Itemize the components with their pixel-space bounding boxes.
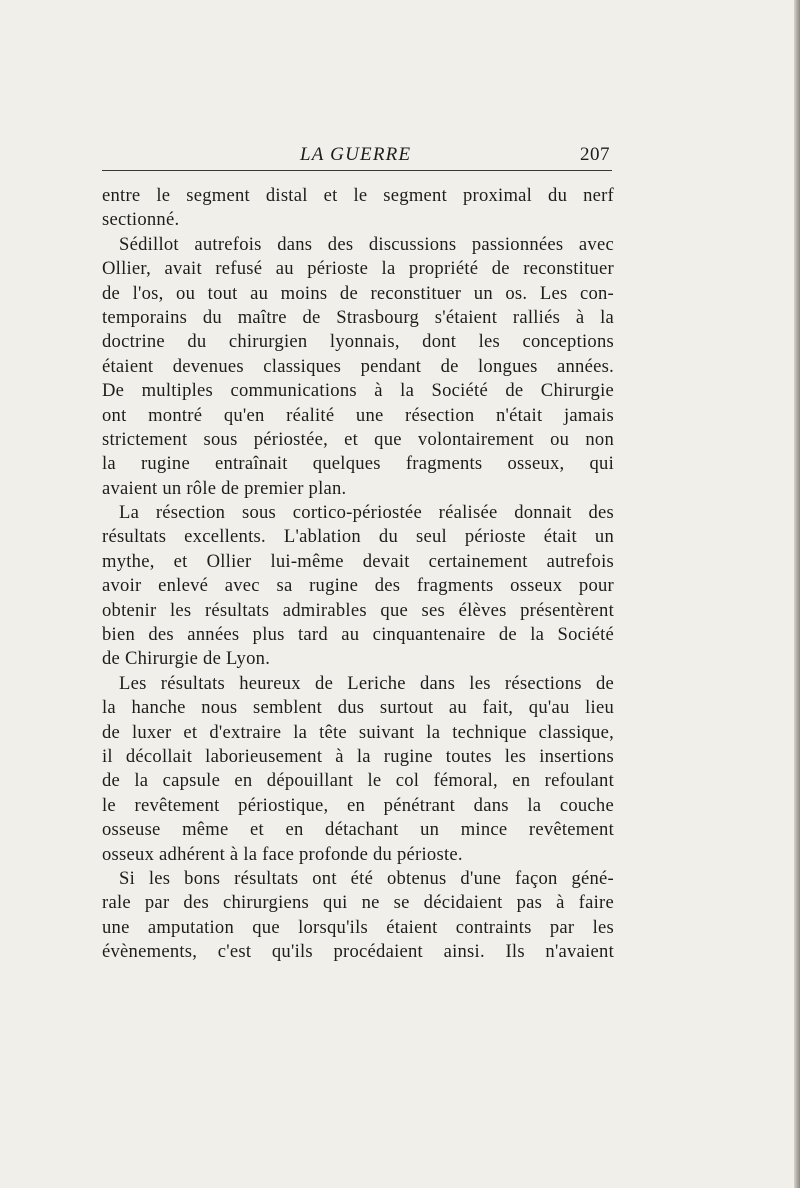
text-line: il décollait laborieusement à la rugine toutes les insertions — [102, 745, 614, 767]
text-line: Ollier, avait refusé au périoste la propriété de reconstituer — [102, 258, 614, 280]
text-line: le revêtement périostique, en pénétrant dans la couche — [102, 794, 614, 816]
text-line: ont montré qu'en réalité une résection n'était jamais — [102, 404, 614, 426]
text-line: étaient devenues classiques pendant de longues années. — [102, 355, 614, 377]
paragraph-first-line: Les résultats heureux de Leriche dans les résections de — [119, 672, 614, 694]
text-line: rale par des chirurgiens qui ne se décidaient pas à faire — [102, 892, 614, 914]
text-line: de luxer et d'extraire la tête suivant la technique classique, — [102, 721, 614, 743]
text-line: évènements, c'est qu'ils procédaient ainsi. Ils n'avaient — [102, 941, 614, 963]
text-line: de l'os, ou tout au moins de reconstituer un os. Les con- — [102, 282, 614, 304]
text-line: la hanche nous semblent dus surtout au fait, qu'au lieu — [102, 697, 614, 719]
text-line: temporains du maître de Strasbourg s'étaient ralliés à la — [102, 306, 614, 328]
text-line: résultats excellents. L'ablation du seul périoste était un — [102, 526, 614, 548]
text-line: strictement sous périostée, et que volontairement ou non — [102, 428, 614, 450]
paragraph-first-line: Sédillot autrefois dans des discussions passionnées avec — [119, 233, 614, 255]
text-line: obtenir les résultats admirables que ses élèves présentèrent — [102, 599, 614, 621]
paragraph-first-line: La résection sous cortico-périostée réalisée donnait des — [119, 502, 614, 524]
text-line: entre le segment distal et le segment proximal du nerf — [102, 185, 614, 206]
text-line: de la capsule en dépouillant le col fémoral, en refoulant — [102, 770, 614, 792]
page-header — [102, 138, 612, 171]
text-line: De multiples communications à la Société de Chirurgie — [102, 380, 614, 402]
text-line: de Chirurgie de Lyon. — [102, 648, 271, 670]
text-line: doctrine du chirurgien lyonnais, dont les conceptions — [102, 331, 614, 353]
text-line: osseux adhérent à la face profonde du périoste. — [102, 843, 463, 865]
page-edge-shadow — [794, 0, 800, 1188]
text-line: bien des années plus tard au cinquantenaire de la Société — [102, 624, 614, 646]
text-line: sectionné. — [102, 209, 180, 231]
text-line: avaient un rôle de premier plan. — [102, 477, 347, 499]
text-line: une amputation que lorsqu'ils étaient contraints par les — [102, 916, 614, 938]
body-text — [102, 184, 614, 965]
paragraph-first-line: Si les bons résultats ont été obtenus d'une façon géné- — [119, 867, 614, 889]
text-line: la rugine entraînait quelques fragments osseux, qui — [102, 453, 614, 475]
text-line: osseuse même et en détachant un mince revêtement — [102, 819, 614, 841]
page-number: 207 — [580, 144, 610, 165]
text-line: avoir enlevé avec sa rugine des fragments osseux pour — [102, 575, 614, 597]
running-title: LA GUERRE — [300, 144, 412, 165]
text-line: mythe, et Ollier lui-même devait certainement autrefois — [102, 550, 614, 572]
